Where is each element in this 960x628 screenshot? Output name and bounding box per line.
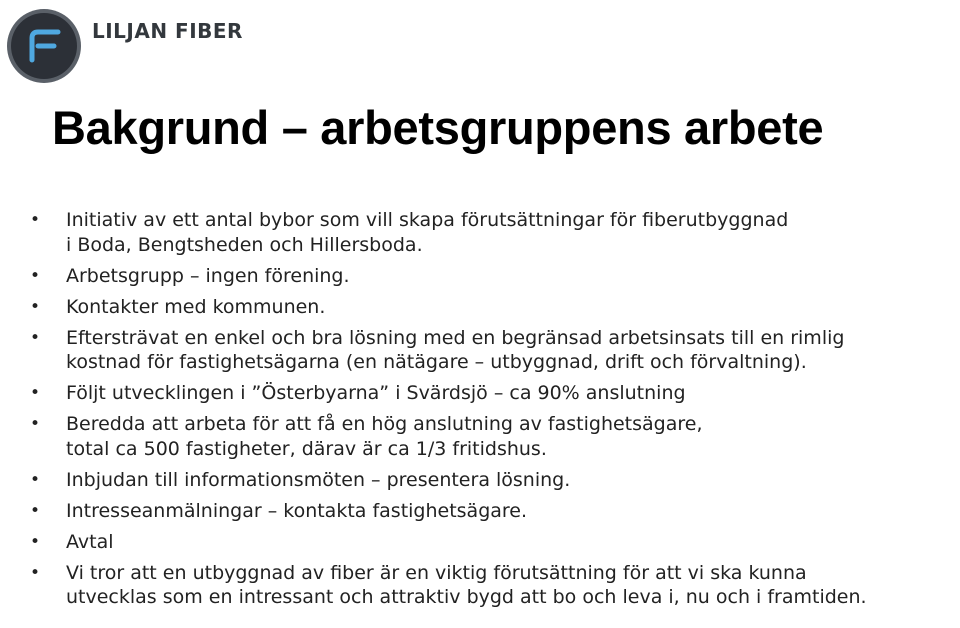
slide-title: Bakgrund – arbetsgruppens arbete: [52, 101, 824, 154]
bullet-icon: •: [30, 469, 41, 490]
bullet-item: [30, 326, 950, 375]
bullet-text: Vi tror att en utbyggnad av fiber är en viktig förutsättning för att vi ska kunna: [66, 561, 807, 584]
bullet-text-continued: utvecklas som en intressant och attraktiv bygd att bo och leva i, nu och i framtiden.: [66, 586, 867, 608]
bullet-text-continued: i Boda, Bengtsheden och Hillersboda.: [66, 233, 423, 256]
bullet-text: Eftersträvat en enkel och bra lösning med en begränsad arbetsinsats till en rimlig: [66, 326, 845, 349]
liljan-fiber-logo-icon: [6, 8, 82, 84]
bullet-text: Inbjudan till informationsmöten – presentera lösning.: [66, 468, 571, 491]
bullet-text-continued: kostnad för fastighetsägarna (en nätägare – utbyggnad, drift och förvaltning).: [66, 351, 807, 373]
bullet-item: [30, 381, 950, 406]
bullet-icon: •: [30, 383, 41, 403]
bullet-icon: •: [30, 414, 41, 434]
bullet-item: [30, 468, 950, 493]
bullet-text: Initiativ av ett antal bybor som vill skapa förutsättningar för fiberutbyggnad: [66, 209, 789, 231]
bullet-icon: •: [30, 210, 41, 230]
logo: [6, 8, 243, 84]
bullet-item: [30, 412, 950, 461]
bullet-icon: •: [30, 500, 41, 521]
bullet-icon: •: [30, 296, 41, 317]
bullet-item: [30, 295, 950, 320]
bullet-text: Kontakter med kommunen.: [66, 295, 326, 318]
bullet-text: Följt utvecklingen i ”Österbyarna” i Svärdsjö – ca 90% anslutning: [66, 382, 686, 404]
bullet-text: Intresseanmälningar – kontakta fastighetsägare.: [66, 499, 528, 522]
bullet-item: [30, 208, 950, 257]
bullet-icon: •: [30, 562, 41, 583]
bullet-text: Avtal: [66, 530, 114, 553]
bullet-icon: •: [30, 265, 41, 286]
bullet-item: [30, 499, 950, 524]
bullet-icon: •: [30, 327, 41, 348]
bullet-text: Arbetsgrupp – ingen förening.: [66, 264, 350, 287]
bullet-item: [30, 264, 950, 289]
bullet-item: [30, 530, 950, 555]
bullet-text-continued: total ca 500 fastigheter, därav är ca 1/3 fritidshus.: [66, 437, 547, 460]
bullet-item: [30, 561, 950, 610]
bullet-list: [30, 208, 950, 616]
bullet-icon: •: [30, 531, 41, 552]
bullet-text: Beredda att arbeta för att få en hög anslutning av fastighetsägare,: [66, 413, 703, 435]
logo-text: LILJAN FIBER: [92, 19, 243, 43]
